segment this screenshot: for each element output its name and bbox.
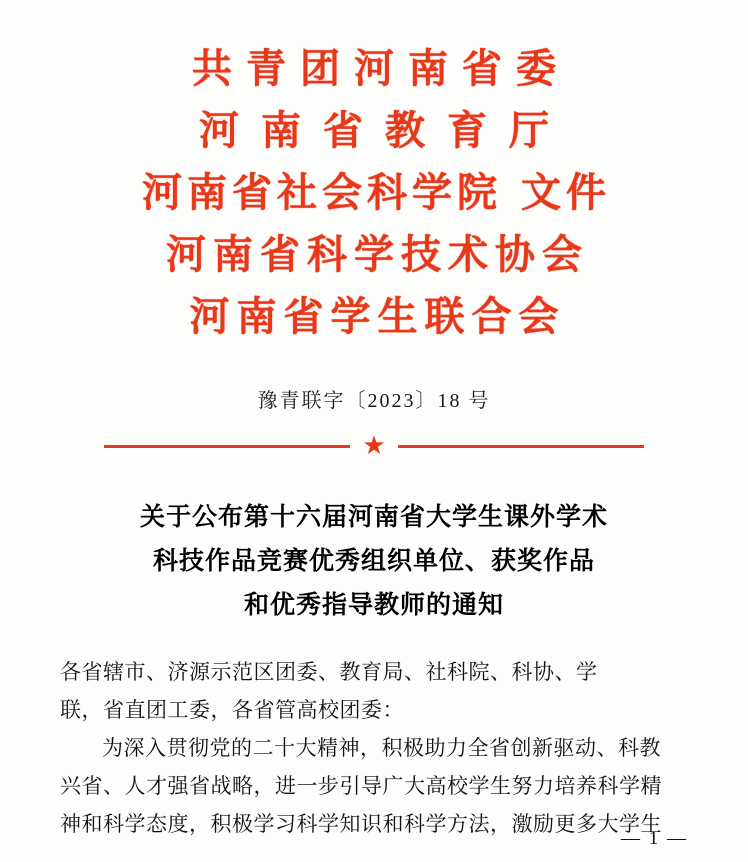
divider-bar-right (398, 445, 644, 448)
addressee-line-1: 各省辖市、济源示范区团委、教育局、社科院、科协、学 (60, 660, 598, 684)
masthead-line-3: 河南省社会科学院 文件 (142, 169, 611, 216)
document-body (60, 653, 688, 843)
masthead-line-1: 共青团河南省委 (192, 45, 570, 92)
page-number: — 1 — (621, 828, 688, 849)
page-title-line-1: 关于公布第十六届河南省大学生课外学术 (139, 502, 608, 531)
page-title-line-2: 科技作品竞赛优秀组织单位、获奖作品 (152, 546, 595, 575)
paragraph-1-line-1: 为深入贯彻党的二十大精神，积极助力全省创新驱动、科教 (102, 736, 661, 760)
masthead-line-5: 河南省学生联合会 (189, 293, 566, 340)
addressee-line-2: 联，省直团工委，各省管高校团委： (60, 698, 404, 722)
paragraph-1-line-2: 兴省、人才强省战略，进一步引导广大高校学生努力培养科学精 (60, 774, 662, 798)
star-icon: ★ (362, 431, 386, 460)
masthead-line-4: 河南省科学技术协会 (166, 231, 589, 278)
masthead-line-2: 河南省教育厅 (199, 107, 571, 154)
page-title (60, 495, 688, 627)
page-title-line-3: 和优秀指导教师的通知 (243, 590, 504, 619)
red-divider-rule (104, 431, 644, 460)
masthead (60, 0, 688, 348)
divider-bar-left (104, 445, 350, 448)
document-number: 豫青联字〔2023〕18 号 (257, 390, 491, 412)
paragraph-1-line-3: 神和科学态度，积极学习科学知识和科学方法，激励更多大学生 (60, 812, 662, 836)
